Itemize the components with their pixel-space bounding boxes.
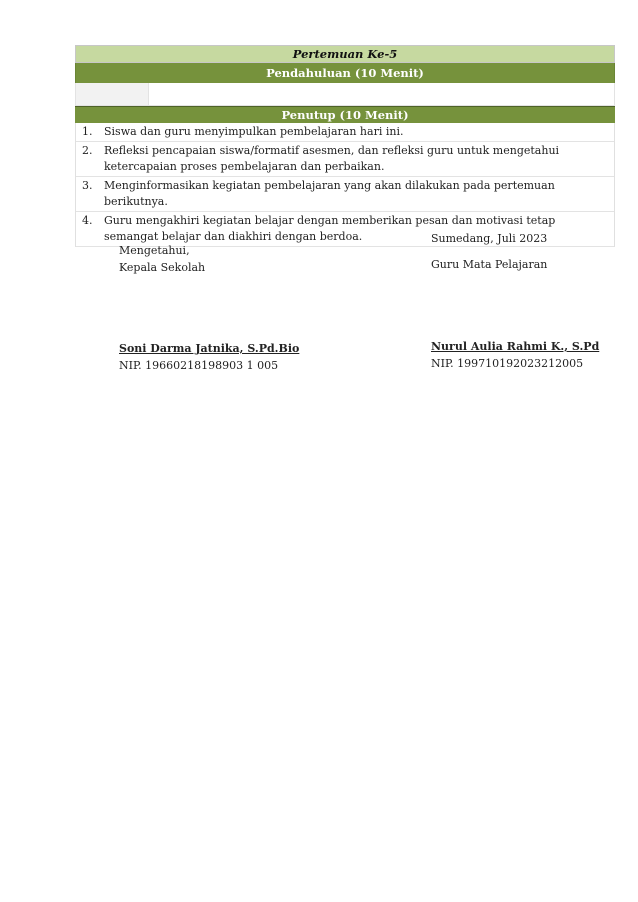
greeting-text: Mengetahui, (119, 244, 190, 257)
intro-header: Pendahuluan (10 Menit) (75, 63, 615, 83)
item-text: Siswa dan guru menyimpulkan pembelajaran hari ini. (104, 125, 404, 138)
meeting-title: Pertemuan Ke-5 (75, 45, 615, 63)
item-number: 2. (82, 144, 93, 157)
principal-name: Soni Darma Jatnika, S.Pd.Bio (119, 342, 300, 355)
principal-role: Kepala Sekolah (119, 261, 206, 274)
item-number: 3. (82, 179, 93, 192)
empty-cell-content (149, 83, 614, 105)
closing-header: Penutup (10 Menit) (75, 106, 615, 123)
list-item (76, 123, 614, 142)
teacher-role: Guru Mata Pelajaran (431, 258, 548, 271)
teacher-nip: NIP. 199710192023212005 (431, 357, 584, 370)
principal-signature (119, 340, 299, 374)
lesson-table (75, 45, 615, 247)
list-item (76, 177, 614, 212)
item-text: Guru mengakhiri kegiatan belajar dengan memberikan pesan dan motivasi tetap semangat belajar dan diakhiri dengan berdoa. (104, 214, 556, 243)
list-item (76, 142, 614, 177)
principal-nip: NIP. 19660218198903 1 005 (119, 359, 279, 372)
principal-block-top (119, 242, 205, 276)
empty-cell-number (76, 83, 149, 105)
teacher-name: Nurul Aulia Rahmi K., S.Pd (431, 340, 600, 353)
item-text: Refleksi pencapaian siswa/formatif asesmen, dan refleksi guru untuk mengetahui ketercapaian proses pembelajaran dan perbaikan. (104, 144, 560, 173)
teacher-signature (431, 338, 599, 372)
intro-empty-row (75, 83, 615, 106)
item-number: 1. (82, 125, 93, 138)
item-number: 4. (82, 214, 93, 227)
item-text: Menginformasikan kegiatan pembelajaran yang akan dilakukan pada pertemuan berikutnya. (104, 179, 555, 208)
place-date: Sumedang, Juli 2023 (431, 232, 548, 245)
closing-items (75, 123, 615, 247)
